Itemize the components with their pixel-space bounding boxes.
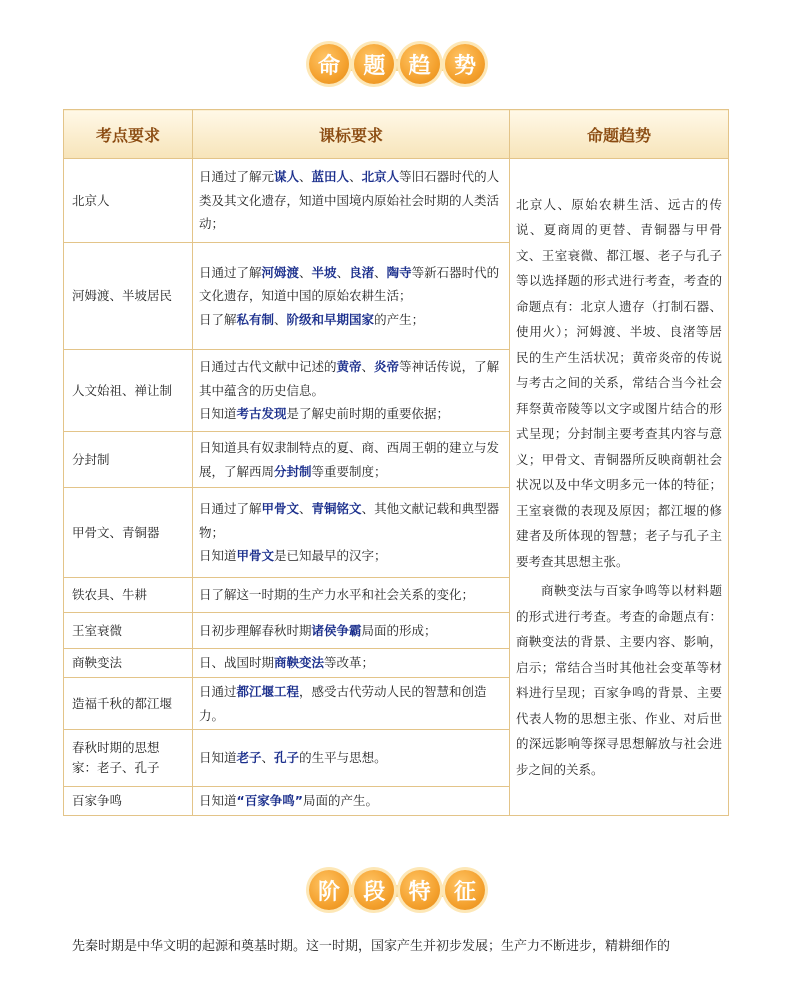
requirement-text: 日知道 bbox=[199, 406, 237, 422]
requirement-text: 、 bbox=[374, 264, 387, 280]
requirement-text: 日通过了解 bbox=[199, 501, 262, 517]
trend-paragraph: 商鞅变法与百家争鸣等以材料题的形式进行考查。考查的命题点有：商鞅变法的背景、主要内容、影响，启示；常结合当时其他社会变革等材料进行呈现；百家争鸣的背景、主要代表人物的思想主张、作业、对后世的深远影响等探寻思想解放与社会进步之间的关系。 bbox=[516, 583, 722, 777]
requirement-text: 等重要制度； bbox=[311, 463, 387, 479]
requirement-text: 日知道 bbox=[199, 793, 237, 809]
exam-point-cell: 王室衰微 bbox=[64, 613, 193, 649]
requirement-line bbox=[199, 651, 503, 675]
keyword: 甲骨文 bbox=[236, 548, 275, 564]
requirement-text: 、 bbox=[299, 501, 312, 517]
keyword: 黄帝 bbox=[336, 359, 362, 375]
table-row bbox=[64, 159, 729, 243]
requirement-line bbox=[199, 436, 503, 483]
keyword: 考古发现 bbox=[236, 406, 287, 422]
banner-char: 征 bbox=[445, 870, 485, 910]
requirement-line bbox=[199, 165, 503, 236]
requirement-text: 是了解史前时期的重要依据； bbox=[286, 406, 450, 422]
banner-char: 命 bbox=[309, 44, 349, 84]
requirement-line bbox=[199, 308, 503, 332]
header-point: 考点要求 bbox=[64, 110, 193, 159]
requirement-text: 、 bbox=[261, 750, 275, 766]
requirement-text: 日了解这一时期的生产力水平和社会关系的变化； bbox=[199, 587, 475, 603]
requirement-cell bbox=[193, 159, 510, 243]
keyword: 青铜铭文 bbox=[311, 501, 362, 517]
requirement-text: 日初步理解春秋时期 bbox=[199, 622, 312, 638]
exam-point-cell: 甲骨文、青铜器 bbox=[64, 488, 193, 578]
keyword: 老子 bbox=[236, 750, 262, 766]
keyword: 商鞅变法 bbox=[274, 655, 325, 671]
requirement-cell bbox=[193, 350, 510, 432]
requirement-cell bbox=[193, 488, 510, 578]
keyword: “百家争鸣” bbox=[236, 793, 303, 809]
header-requirement: 课标要求 bbox=[193, 110, 510, 159]
header-trend: 命题趋势 bbox=[510, 110, 729, 159]
keyword: 炎帝 bbox=[374, 359, 400, 375]
stage-banner bbox=[0, 861, 794, 919]
keyword: 良渚 bbox=[349, 264, 375, 280]
requirement-text: 日通过古代文献中记述的 bbox=[199, 359, 337, 375]
keyword: 甲骨文 bbox=[261, 501, 300, 517]
requirement-text: 局面的产生。 bbox=[302, 793, 378, 809]
requirement-text: 、 bbox=[349, 169, 362, 185]
requirement-text: 局面的形成； bbox=[361, 622, 437, 638]
requirement-line bbox=[199, 355, 503, 402]
keyword: 北京人 bbox=[361, 169, 400, 185]
requirement-text: 等神话传说，了解其中蕴含的历史信息。 bbox=[199, 359, 500, 398]
requirement-text: 、 bbox=[336, 264, 350, 280]
requirement-text: 等改革； bbox=[324, 655, 375, 671]
requirement-text: ，感受古代劳动人民的智慧和创造力。 bbox=[199, 684, 487, 723]
requirement-line bbox=[199, 497, 503, 544]
keyword: 分封制 bbox=[274, 463, 312, 479]
keyword: 都江堰工程 bbox=[236, 684, 300, 699]
requirement-line bbox=[199, 402, 503, 426]
requirement-text: 日知道 bbox=[199, 548, 237, 564]
banner-char: 趋 bbox=[400, 44, 440, 84]
requirement-text: 是已知最早的汉字； bbox=[274, 548, 387, 564]
banner-char: 段 bbox=[354, 870, 394, 910]
exam-point-cell: 铁农具、牛耕 bbox=[64, 578, 193, 613]
keyword: 诸侯争霸 bbox=[311, 622, 362, 638]
requirement-cell bbox=[193, 243, 510, 350]
requirement-text: 日通过了解元 bbox=[199, 169, 275, 185]
requirement-cell bbox=[193, 649, 510, 678]
requirement-text: 、 bbox=[274, 311, 287, 327]
requirement-text: 等旧石器时代的人类及其文化遗存，知道中国境内原始社会时期的人类活动； bbox=[199, 169, 500, 232]
requirement-text: 日、战国时期 bbox=[199, 655, 275, 671]
trend-paragraph: 北京人、原始农耕生活、远古的传说、夏商周的更替、青铜器与甲骨文、王室衰微、都江堰、老子与孔子等以选择题的形式进行考查，考查的命题点有：北京人遗存（打制石器、使用火）；河姆渡、半坡、良渚等居民的生产生活状况；黄帝炎帝的传说与考古之间的关系，常结合当今社会拜祭黄帝陵等以文字或图片结合的形式呈现；分封制主要考查其内容与意义；甲骨文、青铜器所反映商朝社会状况以及中华文明多元一体的特征；王室衰微的表现及原因；都江堰的修建者及所体现的智慧；老子与孔子主要考查其思想主张。 bbox=[516, 196, 722, 569]
requirement-line bbox=[199, 619, 503, 643]
requirement-text: 日知道具有奴隶制特点的夏、商、西周王朝的建立与发展，了解西周 bbox=[199, 440, 500, 479]
requirement-line bbox=[199, 746, 503, 770]
keyword: 蓝田人 bbox=[311, 169, 350, 185]
exam-point-cell: 商鞅变法 bbox=[64, 649, 193, 678]
requirement-text: 日了解 bbox=[199, 311, 237, 327]
keyword: 河姆渡 bbox=[261, 264, 300, 280]
keyword: 半坡 bbox=[311, 264, 337, 280]
requirement-text: 、 bbox=[299, 264, 312, 280]
requirement-text: 、其他文献记载和典型器物； bbox=[199, 501, 500, 540]
exam-point-cell: 人文始祖、禅让制 bbox=[64, 350, 193, 432]
banner-char: 特 bbox=[400, 870, 440, 910]
keyword: 私有制 bbox=[236, 311, 275, 327]
requirement-cell bbox=[193, 613, 510, 649]
requirement-text: 日通过 bbox=[199, 684, 237, 699]
requirement-text: 日知道 bbox=[199, 750, 237, 766]
trend-banner bbox=[0, 35, 794, 93]
exam-point-cell: 分封制 bbox=[64, 432, 193, 488]
requirement-text: 的生平与思想。 bbox=[299, 750, 387, 766]
exam-point-cell: 春秋时期的思想家：老子、孔子 bbox=[64, 730, 193, 787]
requirement-text: 、 bbox=[361, 359, 375, 375]
requirement-cell bbox=[193, 730, 510, 787]
keyword: 孔子 bbox=[274, 750, 300, 766]
requirement-cell bbox=[193, 787, 510, 816]
requirement-cell bbox=[193, 678, 510, 730]
exam-point-cell: 造福千秋的都江堰 bbox=[64, 678, 193, 730]
requirement-cell bbox=[193, 578, 510, 613]
banner-char: 阶 bbox=[309, 870, 349, 910]
banner-char: 题 bbox=[354, 44, 394, 84]
requirement-cell bbox=[193, 432, 510, 488]
exam-point-cell: 百家争鸣 bbox=[64, 787, 193, 816]
requirement-line bbox=[199, 680, 503, 727]
requirement-line bbox=[199, 261, 503, 308]
keyword: 谋人 bbox=[274, 169, 300, 185]
banner-char: 势 bbox=[445, 44, 485, 84]
requirement-line bbox=[199, 789, 503, 813]
table-header-row bbox=[64, 110, 729, 159]
requirement-line bbox=[199, 544, 503, 568]
requirement-text: 的产生； bbox=[374, 311, 425, 327]
requirement-text: 、 bbox=[299, 169, 312, 185]
exam-table bbox=[63, 109, 729, 816]
exam-point-cell: 河姆渡、半坡居民 bbox=[64, 243, 193, 350]
requirement-line bbox=[199, 583, 503, 607]
trend-cell bbox=[510, 159, 729, 816]
stage-intro-text: 先秦时期是中华文明的起源和奠基时期。这一时期，国家产生并初步发展；生产力不断进步，精耕细作的 bbox=[72, 939, 671, 954]
exam-point-cell: 北京人 bbox=[64, 159, 193, 243]
keyword: 阶级和早期国家 bbox=[286, 311, 375, 327]
requirement-text: 等新石器时代的文化遗存，知道中国的原始农耕生活； bbox=[199, 264, 500, 304]
requirement-text: 日通过了解 bbox=[199, 264, 262, 280]
keyword: 陶寺 bbox=[386, 264, 412, 280]
